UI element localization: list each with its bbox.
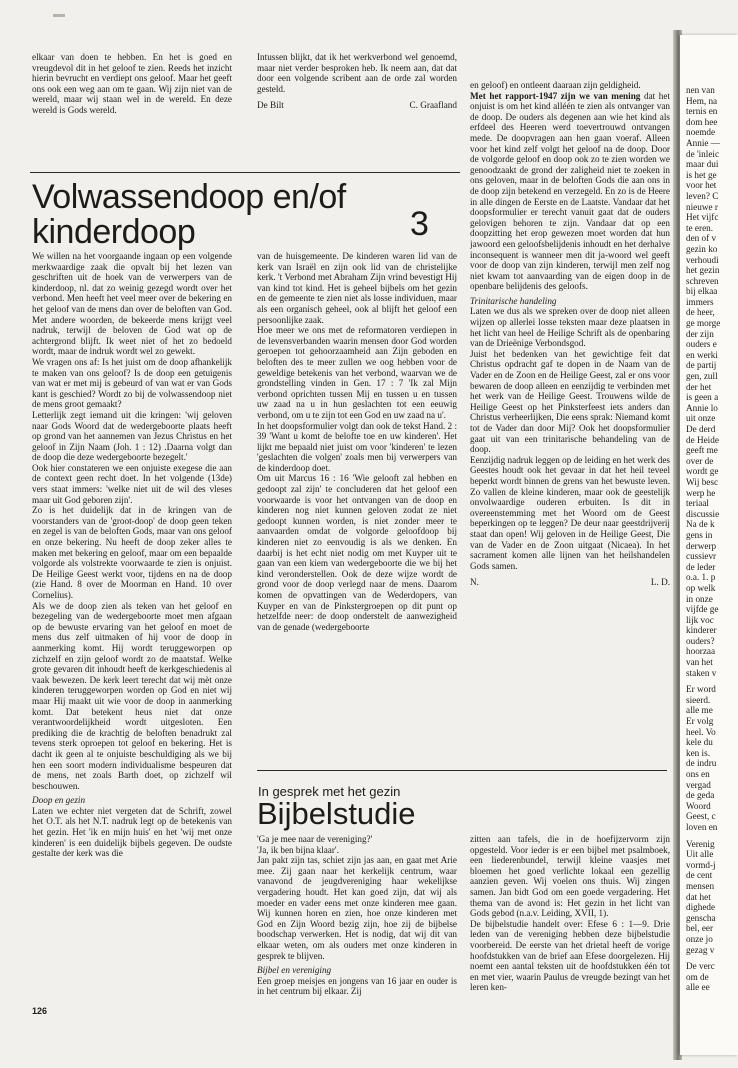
top-signature [257, 100, 457, 111]
right-page-fragment-line: werp he [686, 487, 716, 498]
a1c3-p4: Juist het bedenken van het gewichtige feit dat Christus opdracht gaf te dopen in de Naam van de Vader en de Zoon en de Heilige Geest, zal er ons voor bewaren de doop alleen en eenzijdig te verbinden met het werk van de Heilige Geest. Trouwens wilde de Heilige Geest op het Pinksterfeest iets anders dan Christus verheerlijken, Die eens sprak: Niemand komt tot de Vader dan door Mij? Ook het doopsformulier gaat uit van een trinitarische behandeling van de doop. [470, 348, 670, 455]
right-page-fragment-line: ouders? [686, 635, 715, 646]
article1-signature-left: N. [470, 577, 479, 588]
right-page-fragment-line: nen van [686, 85, 715, 95]
top-rule [30, 172, 460, 173]
right-page-fragment-line: derwerp [686, 540, 717, 551]
right-page-fragment-line: gens in [686, 529, 713, 540]
right-page-fragment-line: te eren. [686, 222, 714, 233]
top-article-col-2 [257, 52, 457, 160]
right-page-fragment-line: wordt ge [686, 466, 719, 477]
right-page-fragment-line: Annie — [686, 137, 720, 148]
a2c2-p2: De bijbelstudie handelt over: Efese 6 : 1—9. Drie leden van de vereniging hebben deze bijbelstudie voorbereid. De eerste van het drietal heeft de vorige hoofdstukken van de brief aan Efese doorgelezen. Hij noemt een aantal teksten uit de hoofdstukken één tot en met vier, waarin Paulus de vreugde bezingt van het leren ken- [470, 918, 670, 993]
right-page-fragment-line: de leder [686, 561, 716, 572]
right-page-fragment-line: staken v [686, 667, 717, 678]
right-page-fragment-line: heel. Vo [686, 726, 716, 737]
right-page-fragment-line: kele du [686, 737, 713, 748]
right-page-fragment-line: lijk voc [686, 614, 714, 625]
article1-number: 3 [410, 205, 429, 243]
article1-col-2 [257, 251, 457, 773]
a2c1-p1: 'Ga je mee naar de vereniging?' [257, 834, 373, 844]
right-page-fragment-line: kinderer [686, 625, 717, 636]
right-page-fragment-line: Er word [686, 684, 716, 695]
a1c2-p1: van de huisgemeente. De kinderen waren lid van de kerk van Israël en zijn ook lid van de christelijke kerk. 't Verbond met Abraham Zijn vrind bevestigt Hij van kind tot kind. Het is geheel bijbels om het gezin en de gemeente te zien niet als losse individuen, maar als een organisch geheel, ook al blijft het geloof een persoonlijke zaak. [257, 251, 457, 325]
right-page-fragment-line: cussievr [686, 551, 717, 562]
a2c2-p1: zitten aan tafels, die in de hoefijzervorm zijn opgesteld. Voor ieder is er een bijbel met psalmboek, een liederenbundel, terwijl kleine vaasjes met bloemen het goed verlichte lokaal een gezellig aanzien geven. Wij voelen ons thuis. Wij zingen samen. Jan bidt God om een goede vergadering. Het thema van de avond is: Het gezin in het licht van Gods gebod (n.a.v. Leiding, XVII, 1). [470, 834, 670, 919]
right-page-fragment-line: o.a. 1. p [686, 572, 716, 583]
right-page-fragment-line: ternis en [686, 106, 718, 117]
right-page-fragment-line: de partij [686, 360, 717, 371]
right-page-fragment-line: immers [686, 296, 714, 307]
a1c1-p5: Zo is het duidelijk dat in de kringen van de voorstanders van de 'groot-doop' de doop geen teken en zegel is van de beloften Gods, maar van ons geloof en onze bekering. Nu heeft de doop zeker alles te maken met bekering en geloof, maar om een bepaalde volgorde als volstrekte voorwaarde te zien is onjuist. De Heilige Geest werkt voor, tijdens en na de doop (zie Hand. 8 over de Moorman en Hand. 10 over Cornelius). [32, 505, 232, 600]
right-page-fragment-line: dom hee [686, 116, 718, 127]
right-page-fragment-line: Na de k [686, 519, 715, 530]
right-page-fragment-line: is het ge [686, 169, 717, 180]
a2c1-heading: Bijbel en vereniging [257, 965, 332, 976]
a1c1-heading: Doop en gezin [32, 795, 86, 806]
right-page-fragment-line: en werki [686, 349, 718, 360]
right-page-fragment-line: dat het [686, 891, 711, 902]
right-page-fragment-line: Er volg [686, 716, 714, 727]
right-page-fragment-line: noemde [686, 127, 716, 138]
right-page-fragment-line: vergad [686, 779, 711, 790]
top-signature-author: C. Graafland [409, 100, 457, 111]
article1-col-1 [32, 251, 232, 1003]
a1c1-p2: We vragen ons af: Is het juist om de doop afhankelijk te maken van ons geloof? Is de doop een getuigenis van wat er met mij is gebeurd of van wat er van Gods kant is geschied? Wordt zo bij de volwassendoop niet de mens groot gemaakt? [32, 356, 232, 410]
right-page-fragment-line: alle me [686, 705, 713, 716]
right-page-fragment-line: Hem, na [686, 95, 718, 106]
right-page-fragment-line: bel, eer [686, 923, 714, 934]
right-page-fragment-line: Woord [686, 800, 711, 811]
right-page-fragment-line: maar dui [686, 159, 719, 170]
article1-col-3 [470, 80, 670, 760]
right-page-fragment-line: is geen a [686, 392, 719, 403]
article2-title: Bijbelstudie [257, 796, 416, 831]
right-page-fragment-line: Wij besc [686, 476, 719, 487]
right-page-fragment-line: De derd [686, 424, 716, 434]
right-page-fragment-line: in onze [686, 593, 713, 604]
top-article-col-1 [32, 52, 232, 160]
right-page-fragment-line: de Heide [686, 434, 719, 445]
right-page-fragment-line: De verc [686, 961, 715, 972]
article2-kicker: In gesprek met het gezin [258, 784, 401, 799]
right-page-fragment-line: de 'inleic [686, 148, 720, 159]
a1c1-tail: Laten we echter niet vergeten dat de Schrift, zowel het O.T. als het N.T. nadruk legt op de betekenis van het gezin. Het 'ik en mijn huis' en het 'wij met onze kinderen' is een duidelijk bijbels gegeven. De oudste gestalte der kerk was die [32, 805, 232, 859]
right-page-fragment-line: ons en [686, 769, 710, 779]
a1c3-p1: en geloof) en ontleent daaraan zijn geldigheid. [470, 80, 641, 90]
right-page-fragment-line: gezag v [686, 944, 715, 955]
right-page-fragment-line: de heer, [686, 307, 715, 318]
a1c2-p4: Om uit Marcus 16 : 16 'Wie gelooft zal hebben en gedoopt zal zijn' te concluderen dat het geloof een voorwaarde is voor het ontvangen van de doop en kinderen nog niet kunnen geloven zodat ze niet gedoopt kunnen worden, is niet zonder meer te aanvaarden omdat de volgorde geloofdoop bij kinderen niet zo eenvoudig is als we denken. En daarbij is het echt niet nodig om met Kuyper uit te gaan van een kiem van wedergeboorte die we bij het kind veronderstellen. Ook de deze wijze wordt de grond voor de doop verlegd naar de mens. Daarom komen de opvattingen van de Wederdopers, van Kuyper en van de Pinkstergroepen op dit punt op hetzelfde neer: de doop onderstelt de aanwezigheid van de genade (wedergeboorte [257, 473, 457, 632]
right-page-fragment-line: leven? C [686, 190, 719, 201]
right-page-fragment-line: verhoudi [686, 254, 719, 265]
right-page-fragment-line: ouders e [686, 339, 717, 350]
a1c2-p3: In het doopsformulier volgt dan ook de tekst Hand. 2 : 39 'Want u komt de belofte toe en uw kinderen'. Het lijkt me bepaald niet juist om voor 'kinderen' te lezen 'geslachten die volgen' zoals men bij verwerpers van de kinderdoop doet. [257, 420, 457, 473]
right-page-fragment-line: schreven [686, 275, 719, 286]
right-page-fragment-line: alle ee [686, 982, 710, 993]
article1-signature-right: L. D. [650, 577, 670, 588]
right-page-fragment-line: den of v [686, 233, 717, 244]
right-page-fragment-line: mensen [686, 880, 715, 891]
a1c3-p3: Laten we dus als we spreken over de doop niet alleen wijzen op allerlei losse teksten maar deze plaatsen in het licht van heel de Heilige Schrift als de openbaring van de Drieënige Verbondsgod. [470, 306, 670, 349]
right-page-fragment-line: vormd-j [686, 859, 716, 870]
article1-signature [470, 577, 670, 588]
right-page-fragment-line: Het vijfc [686, 212, 719, 223]
top-signature-place: De Bilt [257, 100, 284, 111]
a2c1-tail: Een groep meisjes en jongens van 16 jaar en ouder is in het centrum bij elkaar. Zij [257, 975, 457, 997]
right-page-fragment-line: de cent [686, 870, 713, 881]
right-page-fragment-line: genscha [686, 912, 716, 923]
a2c1-p3: Jan pakt zijn tas, schiet zijn jas aan, en gaat met Arie mee. Zij gaan naar het kerkelijk centrum, waar vanavond de jeugdvereniging haar wekelijkse vergadering houdt. Het kan goed zijn, dat wij als moeder en vader eens met onze kinderen mee gaan. Wij kunnen horen en zien, hoe onze kinderen met God en Zijn Woord bezig zijn, hoe zij de bijbelse boodschap verwerken. Het is nodig, dat wij dit van elkaar weten, om als ouders met onze kinderen in gesprek te blijven. [257, 855, 457, 961]
right-page-fragment-line: gen, zull [686, 371, 718, 382]
right-page-fragment-line: nieuwe r [686, 201, 718, 212]
right-page-fragment-line: van het [686, 657, 713, 668]
right-page-fragment-line: vijfde ge [686, 604, 719, 615]
article2-rule [257, 770, 667, 771]
right-page-fragment-line: der het [686, 381, 712, 392]
page-number: 126 [32, 1006, 48, 1016]
a1c2-p2: Hoe meer we ons met de reformatoren verdiepen in de levensverbanden waarin mensen door God worden geroepen tot gehoorzaamheid aan Zijn geboden en beloften des te meer zullen we oog hebben voor de geweldige betekenis van het verbond, waarvan we de grondstelling vinden in Gen. 17 : 7 'Ik zal Mijn verbond oprichten tussen Mij en tussen u en tussen uw zaad na u in hun geslachten tot een eeuwig verbond, om u te zijn tot een God en uw zaad na u'. [257, 325, 457, 420]
a1c1-p3: Letterlijk zegt iemand uit die kringen: 'wij geloven naar Gods Woord dat de wedergeboorte plaats heeft op grond van het aannemen van Jezus Christus en het geloof in Zijn Naam (Joh. 1 : 12) .Daarna volgt dan de doop die deze wedergeboorte bezegelt.' [32, 409, 232, 463]
article2-col-2 [470, 834, 670, 1006]
a1c3-heading: Trinitarische handeling [470, 295, 557, 306]
right-page-fragment-line: onze jo [686, 933, 713, 944]
right-page-fragment-line: voor het [686, 180, 717, 191]
right-page-fragment-line: om de [686, 971, 709, 982]
right-page-fragment-line: over de [686, 455, 714, 466]
a1c1-p4: Ook hier constateren we een onjuiste exegese die aan de context geen recht doet. In het volgende (13de) vers staat immers: 'welke niet uit de wil des vleses maar uit God geboren zijn'. [32, 462, 232, 505]
right-page-fragment-line: dighede [686, 902, 716, 913]
right-page-edge [680, 35, 738, 1055]
a1c1-p1: We willen na het voorgaande ingaan op een volgende merkwaardige zaak die opvalt bij het lezen van geschriften uit de hoek van de verwerpers van de kinderdoop, nl. dat zo weinig gezegd wordt over het verbond. Men heeft het veel meer over de bekering en het geloof van de mens dan over de beloften van God. Met andere woorden, de bekeerde mens krijgt veel nadruk, terwijl de beloven de God wat op de achtergrond blijft. Ik weet niet of het zo bedoeld wordt, maar de indruk wordt wel zo gewekt. [32, 251, 232, 357]
right-page-fragment-line: gezin ko [686, 243, 718, 254]
right-page-fragment-line: teriaal [686, 498, 709, 509]
right-page-text-fragments [686, 85, 738, 993]
right-page-fragment-line: hoorzaa [686, 646, 716, 657]
right-page-fragment-line: Geest, c [686, 811, 716, 822]
page-mark [53, 14, 65, 17]
right-page-fragment-line: de geda [686, 790, 715, 801]
right-page-fragment-line: op welk [686, 582, 716, 593]
top-col1-text: elkaar van doen te hebben. En het is goed en vreugdevol dit in het geloof te zien. Reeds het inzicht hierin bevrucht en verdiept ons geloof. Maar het geeft ons ook een weg aan om te gaan. Wij zijn niet van de wereld, maar wij staan wel in de wereld. En deze wereld is Gods wereld. [32, 52, 232, 115]
right-page-fragment-line: sieerd. [686, 694, 711, 705]
a1c1-p6: Als we de doop zien als teken van het geloof en bezegeling van de wedergeboorte moet men afgaan op de bewuste ervaring van het geloof en moet de mens dus zelf uitmaken of hij voor de doop in aanmerking komt. Hij wordt teruggeworpen op zichzelf en zijn geloof wordt zo de maatstaf. Welke grote gevaren dit inhoudt heeft de kerkgeschiedenis al vaak bewezen. De kerk leert terecht dat wij mèt onze kinderen teruggeworpen worden op God en niet wij maar Hij maakt uit wie voor de doop in aanmerking komt. Dat betekent heus niet dat onze verantwoordelijkheid wordt uitgesloten. Een prediking die de krachtig de beloften benadrukt zal tevens sterk oproepen tot geloof en bekering. Het is dacht ik geen al te onjuiste beschuldiging als we bij hen een soort modern individualisme bespeuren dat de mens, net zoals Barth doet, op zichzelf wil beschouwen. [32, 600, 232, 791]
article1-title: Volwassendoop en/of kinderdoop [32, 178, 346, 251]
a1c3-bold-lead: Met het rapport-1947 zijn we van mening [470, 90, 641, 101]
right-page-fragment-line: discussie [686, 508, 720, 519]
top-col2-text: Intussen blijkt, dat ik het werkverbond wel genoemd, maar niet verder besproken heb. Ik neem aan, dat dat door een volgende scribent aan de orde zal worden gesteld. [257, 52, 457, 94]
right-page-fragment-line: Uit alle [686, 849, 714, 860]
right-page-fragment-line: Annie lo [686, 402, 718, 413]
right-page-fragment-line: ken is. [686, 747, 710, 758]
right-page-fragment-line: ge morge [686, 318, 721, 329]
right-page-fragment-line: Verenig [686, 838, 715, 849]
right-page-fragment-line: uit onze [686, 413, 716, 424]
a2c1-p2: 'Ja, ik ben bijna klaar'. [257, 844, 339, 855]
right-page-fragment-line: loven en [686, 821, 718, 832]
right-page-fragment-line: het gezin [686, 265, 720, 276]
article2-col-1 [257, 834, 457, 1006]
right-page-fragment-line: geeft me [686, 445, 718, 456]
right-page-fragment-line: bij elkaa [686, 286, 718, 297]
a1c3-p5: Eenzijdig nadruk leggen op de leiding en het werk des Geestes houdt ook het gevaar in dat het heil teveel beperkt wordt binnen de grens van het bewuste leven. Zo vallen de kleine kinderen, maar ook de geestelijk onvolwaardige ouderen erbuiten. Is dit in overeenstemming met het Woord om de Geest beperkingen op te leggen? De deur naar geestdrijverij staat dan open! Wij geloven in de Heilige Geest, Die van de Vader en de Zoon uitgaat (Nicaea). In het sacrament komen alle lijnen van het heilshandelen Gods samen. [470, 454, 670, 571]
right-page-fragment-line: der zijn [686, 328, 714, 339]
right-page-fragment-line: de indru [686, 758, 717, 769]
a1c3-p2: Met het rapport-1947 zijn we van mening dat het onjuist is om het kind alléén te zien als ontvanger van de doop. De ouders als degenen aan wie het kind als erfdeel des Heeren werd toevertrouwd ontvangen mede. De doopvragen aan hen gaan voeraf. Alleen voor het kind zelf volgt het geloof na de doop. Door de volgorde geloof en doop ook zo te zien worden we genoodzaakt de grond der zaligheid niet te zoeken in ons geloven, maar in de beloften Gods die aan ons in de doop zijn betekend en verzegeld. En zo is de Heere in alle dingen de Eerste en de Laatste. Vandaar dat het doopsformulier er terecht vanuit gaat dat de ouders gelovigen behoren te zijn. Vandaar dat op een doopzitting het erop gewezen moet worden dat hun jawoord een geloofsbelijdenis inhoudt en het derhalve inconsequent is wanneer men dit ja-woord wel geeft voor de doop van zijn kinderen, terwijl men zelf nog niet kwam tot aanvaarding van de eigen doop in de openbare belijdenis des geloofs. [470, 90, 670, 292]
